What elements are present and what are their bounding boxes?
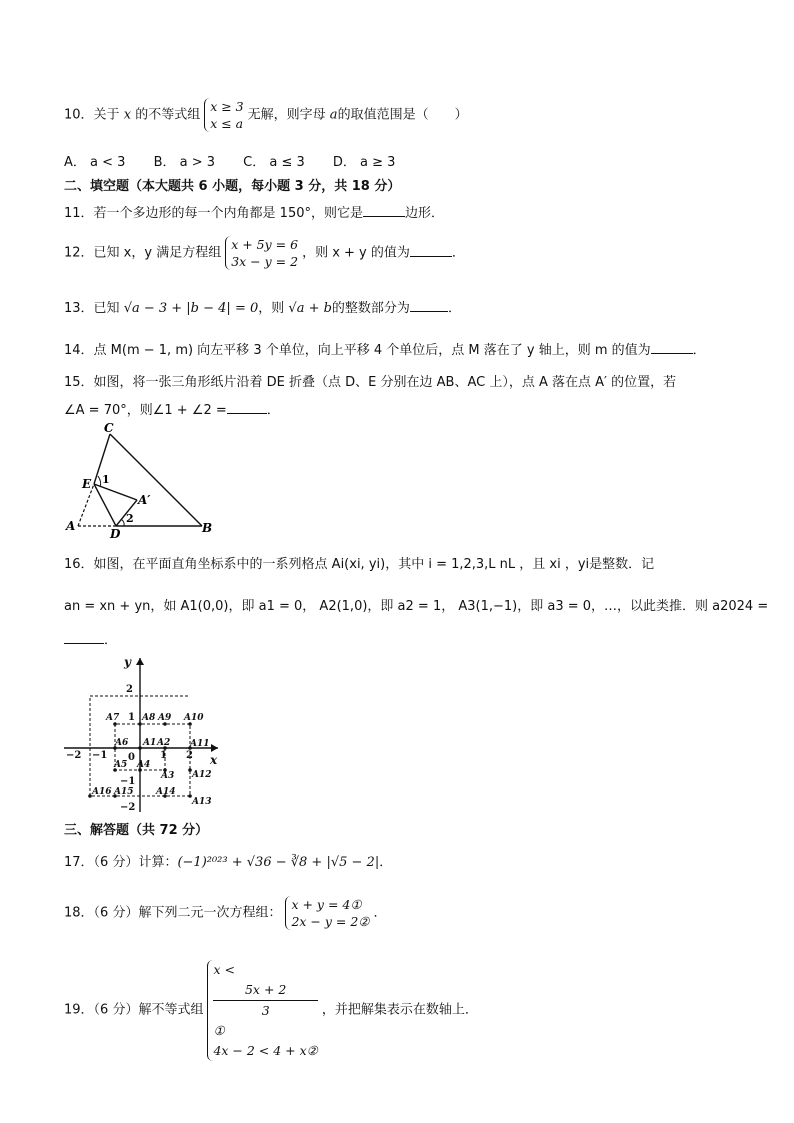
q16-line2: an = xn + yn，如 A1(0,0)，即 a1 = 0， A2(1,0)，即 a2 = 1， A3(1,−1)，即 a3 = 0，…，以此类推．则 a2024 = (64, 599, 769, 614)
section-3-heading: 三、解答题（共 72 分） (64, 823, 209, 838)
tick-origin: 0 (128, 752, 135, 763)
q12: 12．已知 x，y 满足方程组 x + 5y = 6 3x − y = 2 ，则 x + y 的值为 ． (64, 237, 465, 269)
point-a10: A10 (184, 713, 204, 723)
point-a9: A9 (158, 713, 172, 723)
q11: 11．若一个多边形的每一个内角都是 150°，则它是 边形． (64, 203, 444, 223)
q17: 17．（6 分）计算：(−1)²⁰²³ + √36 − ∛8 + |√5 − 2|． (64, 855, 393, 870)
point-a16: A16 (92, 787, 112, 797)
label-c: C (104, 421, 114, 435)
point-a14: A14 (156, 787, 176, 797)
x-axis-arrow (211, 744, 218, 752)
tick-y-2: 2 (126, 684, 133, 695)
q16-line1: 16．如图，在平面直角坐标系中的一系列格点 Ai(xi, yi)，其中 i = 1,2,3,L nL ，且 xi ，yi是整数．记 (64, 557, 655, 572)
label-2: 2 (126, 512, 134, 525)
answer-blank (410, 243, 452, 257)
q12-system: x + 5y = 6 3x − y = 2 (225, 236, 298, 270)
label-b: B (202, 521, 213, 535)
fraction: 5x + 2 3 (213, 980, 317, 1021)
answer-blank (363, 203, 405, 217)
axis-label-x: x (210, 753, 218, 767)
answer-blank (227, 400, 267, 414)
q15-line1: 15．如图，将一张三角形纸片沿着 DE 折叠（点 D、E 分别在边 AB、AC 上），点 A 落在点 A′ 的位置，若 (64, 375, 677, 390)
label-a: A (66, 519, 76, 533)
q10-system: x ≥ 3 x ≤ a (204, 98, 243, 132)
point-a11: A11 (190, 739, 210, 749)
q18: 18．（6 分）解下列二元一次方程组： x + y = 4① 2x − y = 2② ． (64, 897, 387, 929)
point-a5: A5 (114, 760, 128, 770)
label-e: E (82, 477, 92, 491)
tick-x-m1: −1 (92, 750, 108, 761)
point-a7: A7 (106, 713, 120, 723)
answer-blank (410, 298, 448, 312)
q14: 14．点 M(m − 1, m) 向左平移 3 个单位，向上平移 4 个单位后，点 M 落在了 y 轴上，则 m 的值为 ． (64, 340, 706, 360)
section-2-heading: 二、填空题（本大题共 6 小题，每小题 3 分，共 18 分） (64, 179, 401, 194)
axis-label-y: y (124, 655, 131, 669)
point-a2: A2 (157, 738, 171, 748)
tick-y-1: 1 (128, 712, 135, 723)
figure-16-lattice (62, 654, 222, 814)
figure-15-triangle (64, 420, 224, 540)
y-axis-arrow (136, 658, 144, 665)
q18-system: x + y = 4① 2x − y = 2② (285, 896, 369, 930)
point-a4: A4 (137, 760, 151, 770)
tick-y-m2: −2 (120, 802, 136, 813)
tick-x-1: 1 (160, 750, 167, 761)
q10: 10．关于 x 的不等式组 x ≥ 3 x ≤ a 无解，则字母 a的取值范围是（ ） (64, 99, 468, 131)
q13: 13．已知 √a − 3 + |b − 4| = 0，则 √a + b的整数部分为 ． (64, 298, 461, 318)
label-1: 1 (102, 473, 110, 486)
point-a3: A3 (161, 771, 175, 781)
point-a8: A8 (142, 713, 156, 723)
tick-y-m1: −1 (120, 776, 136, 787)
q10-options: A． a < 3 B． a > 3 C． a ≤ 3 D． a ≥ 3 (64, 155, 396, 170)
point-a15: A15 (114, 787, 134, 797)
answer-blank (64, 630, 104, 644)
q15-line2: ∠A = 70°，则∠1 + ∠2 = ． (64, 400, 280, 420)
tick-x-2: 2 (186, 750, 193, 761)
q19: 19．（6 分）解不等式组 x < 5x + 2 3 ① 4x − 2 < 4 + x② ，并把解集表示在数轴上． (64, 960, 478, 1061)
label-d: D (110, 527, 121, 540)
point-a1: A1 (143, 738, 157, 748)
q16-line3: ． (64, 630, 117, 650)
point-a12: A12 (192, 770, 212, 780)
point-a6: A6 (115, 738, 129, 748)
answer-blank (651, 340, 693, 354)
tick-x-m2: −2 (66, 750, 82, 761)
label-a-prime: A′ (138, 493, 151, 507)
point-a13: A13 (192, 797, 212, 807)
q19-system: x < 5x + 2 3 ① 4x − 2 < 4 + x② (207, 960, 317, 1061)
